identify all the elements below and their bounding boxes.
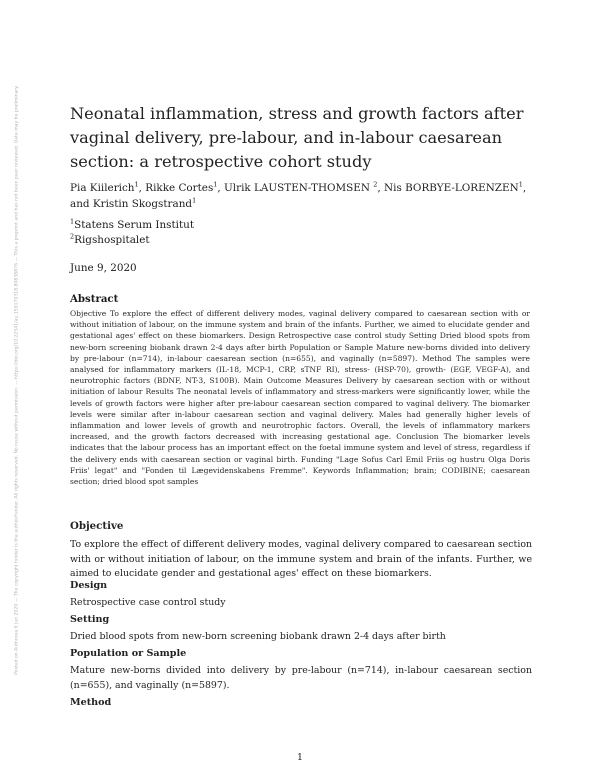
abstract-heading: Abstract xyxy=(70,293,119,305)
author-name: Rikke Cortes xyxy=(145,182,214,194)
design-text: Retrospective case control study xyxy=(70,597,226,608)
author-name: Pia Kiilerich xyxy=(70,182,135,194)
author-affil-mark: 1 xyxy=(192,196,197,205)
author-name: Ulrik LAUSTEN-THOMSEN xyxy=(224,182,370,194)
sidebar-notice: Posted on Authorea 9 Jun 2020 — The copyright holder is the author/funder. All rights reserved. No reuse without permission. — https://doi.org/10.22541/au.159170318.80838876 — This a preprint and has not been peer reviewed. Data may be preliminary. xyxy=(14,85,20,675)
setting-text: Dried blood spots from new-born screening biobank drawn 2-4 days after birth xyxy=(70,631,446,642)
affiliation-item xyxy=(70,218,194,233)
author-affil-mark: 2 xyxy=(373,180,378,189)
affiliation-name: Rigshospitalet xyxy=(74,234,150,246)
author-list: Pia Kiilerich$^1$, Rikke Cortes$^1$, Ulrik LAUSTEN-THOMSEN $^2$, Nis BORBYE-LORENZEN$^1$, and Kristin Skogstrand$^1$ xyxy=(70,180,527,210)
author-name: Nis BORBYE-LORENZEN xyxy=(384,182,519,194)
publication-date: June 9, 2020 xyxy=(70,262,137,274)
population-text: Mature new-borns divided into delivery by pre-labour (n=714), in-labour caesarean section (n=655), and vaginally (n=5897). xyxy=(70,665,532,691)
method-heading: Method xyxy=(70,697,112,708)
design-heading: Design xyxy=(70,580,108,591)
author-affil-mark: 1 xyxy=(213,180,218,189)
affiliation-name: Statens Serum Institut xyxy=(74,219,195,231)
population-heading: Population or Sample xyxy=(70,648,187,659)
affiliation-list xyxy=(70,218,194,248)
paper-title: Neonatal inflammation, stress and growth factors after vaginal delivery, pre-labour, and in-labour caesarean section: a retrospective cohort study xyxy=(70,104,524,171)
preprint-sidebar xyxy=(10,60,24,700)
affiliation-mark: 1 xyxy=(70,217,75,226)
affiliation-item xyxy=(70,233,194,248)
objective-text: To explore the effect of different delivery modes, vaginal delivery compared to caesarean section with or without initiation of labour, on the immune system and brain of the infants. Further, we aimed to elucidate gender and gestational ages' effect on these biomarkers. xyxy=(70,539,532,579)
author-name: Kristin Skogstrand xyxy=(92,198,193,210)
page-number: 1 xyxy=(297,752,303,763)
affiliation-mark: 2 xyxy=(70,232,75,241)
author-affil-mark: 1 xyxy=(518,180,523,189)
objective-heading: Objective xyxy=(70,520,124,532)
author-affil-mark: 1 xyxy=(134,180,139,189)
setting-heading: Setting xyxy=(70,614,110,625)
abstract-text: Objective To explore the effect of different delivery modes, vaginal delivery compared to caesarean section with or without initiation of labour, on the immune system and brain of the infants. Further, we aimed to elucidate gender and gestational ages' effect on these biomarkers. Design Retrospective case control study Setting Dried blood spots from new-born screening biobank drawn 2-4 days after birth Population or Sample Mature new-borns divided into delivery by pre-labour (n=714), in-labour caesarean section (n=655), and vaginally (n=5897). Method The samples were analysed for inflammatory markers (IL-18, MCP-1, CRP, sTNF RI), stress- (HSP-70), growth- (EGF, VEGF-A), and neurotrophic factors (BDNF, NT-3, S100B). Main Outcome Measures Delivery by caesarean section with or without initiation of labour Results The neonatal levels of inflammatory and stress-markers were significantly lower, while the levels of growth factors were higher after pre-labour caesarean section compared to vaginal delivery. The biomarker levels were similar after in-labour caesarean section and vaginal delivery. Males had generally higher levels of inflammation and lower levels of growth and neurotrophic factors. Overall, the levels of inflammatory markers increased, and the growth factors decreased with increasing gestational age. Conclusion The biomarker levels indicates that the labour process has an important effect on the foetal immune system and level of stress, regardless if the delivery ends with caesarean section or vaginal birth. Funding "Lage Sofus Carl Emil Friis og hustru Olga Doris Friis' legat" and "Fonden til Lægevidenskabens Fremme". Keywords Inflammation; brain; CODIBINE; caesarean section; dried blood spot samples xyxy=(70,309,530,487)
